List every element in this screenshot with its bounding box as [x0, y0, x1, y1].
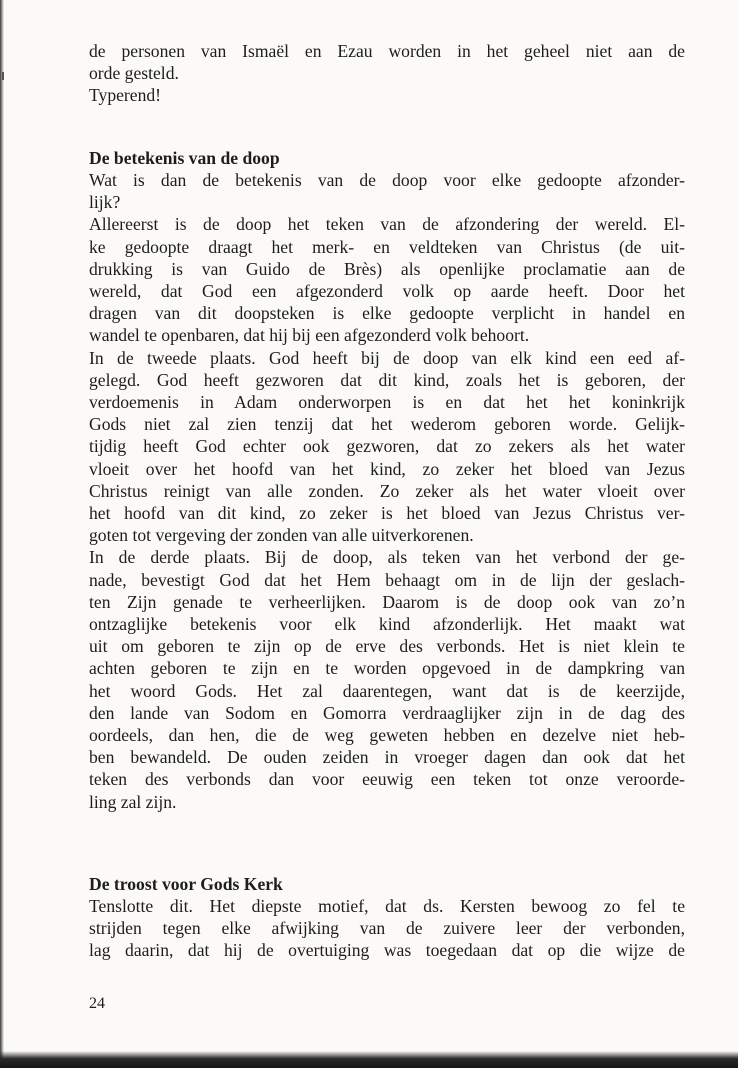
text-line: ben bewandeld. De ouden zeiden in vroeger dagen dan ook dat het — [89, 747, 685, 768]
text-line: In de derde plaats. Bij de doop, als teken van het verbond der ge- — [89, 547, 685, 568]
text-line: vloeit over het hoofd van het kind, zo zeker het bloed van Jezus — [89, 458, 685, 479]
text-line: teken des verbonds dan voor eeuwig een teken tot onze veroorde- — [89, 769, 685, 790]
text-line: Gods niet zal zien tenzij dat het wederom geboren worde. Gelijk- — [89, 414, 685, 435]
page-number: 24 — [89, 995, 105, 1012]
text-line: Tenslotte dit. Het diepste motief, dat ds. Kersten bewoog zo fel te — [89, 896, 685, 916]
text-line: In de tweede plaats. God heeft bij de doop van elk kind een eed af- — [89, 347, 685, 368]
text-line: nade, bevestigt God dat het Hem behaagt om in de lijn der geslach- — [89, 569, 685, 590]
text-line: orde gesteld. — [89, 63, 179, 84]
text-line: dragen van dit doopsteken is elke gedoopte verplicht in handel en — [89, 303, 685, 324]
page-bottom-edge — [0, 1051, 738, 1068]
text-line: ke gedoopte draagt het merk- en veldteken van Christus (de uit- — [89, 236, 685, 257]
doop-paragraph — [89, 169, 685, 813]
text-line: tijdig heeft God echter ook gezworen, dat zo zekers als het water — [89, 436, 685, 457]
section-heading-troost: De troost voor Gods Kerk — [89, 874, 283, 894]
text-line: oordeels, dan hen, die de weg geweten hebben en dezelve niet heb- — [89, 725, 685, 746]
margin-mark — [2, 72, 4, 80]
text-line: Christus reinigt van alle zonden. Zo zeker als het water vloeit over — [89, 480, 685, 501]
troost-paragraph — [89, 895, 685, 962]
text-line: ling zal zijn. — [89, 791, 177, 812]
section-heading-doop: De betekenis van de doop — [89, 148, 280, 168]
text-line: gelegd. God heeft gezworen dat dit kind, zoals het is geboren, der — [89, 369, 685, 390]
text-line: lag daarin, dat hij de overtuiging was toegedaan dat op die wijze de — [89, 940, 685, 961]
text-line: goten tot vergeving der zonden van alle uitverkorenen. — [89, 525, 474, 546]
text-line: ontzaglijke betekenis voor elk kind afzonderlijk. Het maakt wat — [89, 614, 685, 635]
text-line: wandel te openbaren, dat hij bij een afgezonderd volk behoort. — [89, 325, 530, 346]
text-line: het woord Gods. Het zal daarentegen, want dat is de keerzijde, — [89, 680, 685, 701]
text-line: lijk? — [89, 192, 121, 213]
text-line: drukking is van Guido de Brès) als openlijke proclamatie aan de — [89, 258, 685, 279]
text-line: uit om geboren te zijn op de erve des verbonds. Het is niet klein te — [89, 636, 685, 657]
text-line: Typerend! — [89, 85, 162, 106]
text-line: de personen van Ismaël en Ezau worden in het geheel niet aan de — [89, 41, 685, 61]
text-line: verdoemenis in Adam onderworpen is en dat het het koninkrijk — [89, 392, 685, 413]
text-line: het hoofd van dit kind, zo zeker is het bloed van Jezus Christus ver- — [89, 503, 685, 524]
text-line: Allereerst is de doop het teken van de afzondering der wereld. El- — [89, 214, 685, 235]
text-line: achten geboren te zijn en te worden opgevoed in de dampkring van — [89, 658, 685, 679]
binding-shadow — [0, 0, 4, 1068]
text-line: wereld, dat God een afgezonderd volk op aarde heeft. Door het — [89, 281, 685, 302]
intro-paragraph — [89, 40, 685, 107]
text-line: ten Zijn genade te verheerlijken. Daarom is de doop ook van zo’n — [89, 591, 685, 612]
text-line: den lande van Sodom en Gomorra verdraaglijker zijn in de dag des — [89, 702, 685, 723]
text-line: strijden tegen elke afwijking van de zuivere leer der verbonden, — [89, 918, 685, 939]
text-line: Wat is dan de betekenis van de doop voor elke gedoopte afzonder- — [89, 170, 685, 190]
